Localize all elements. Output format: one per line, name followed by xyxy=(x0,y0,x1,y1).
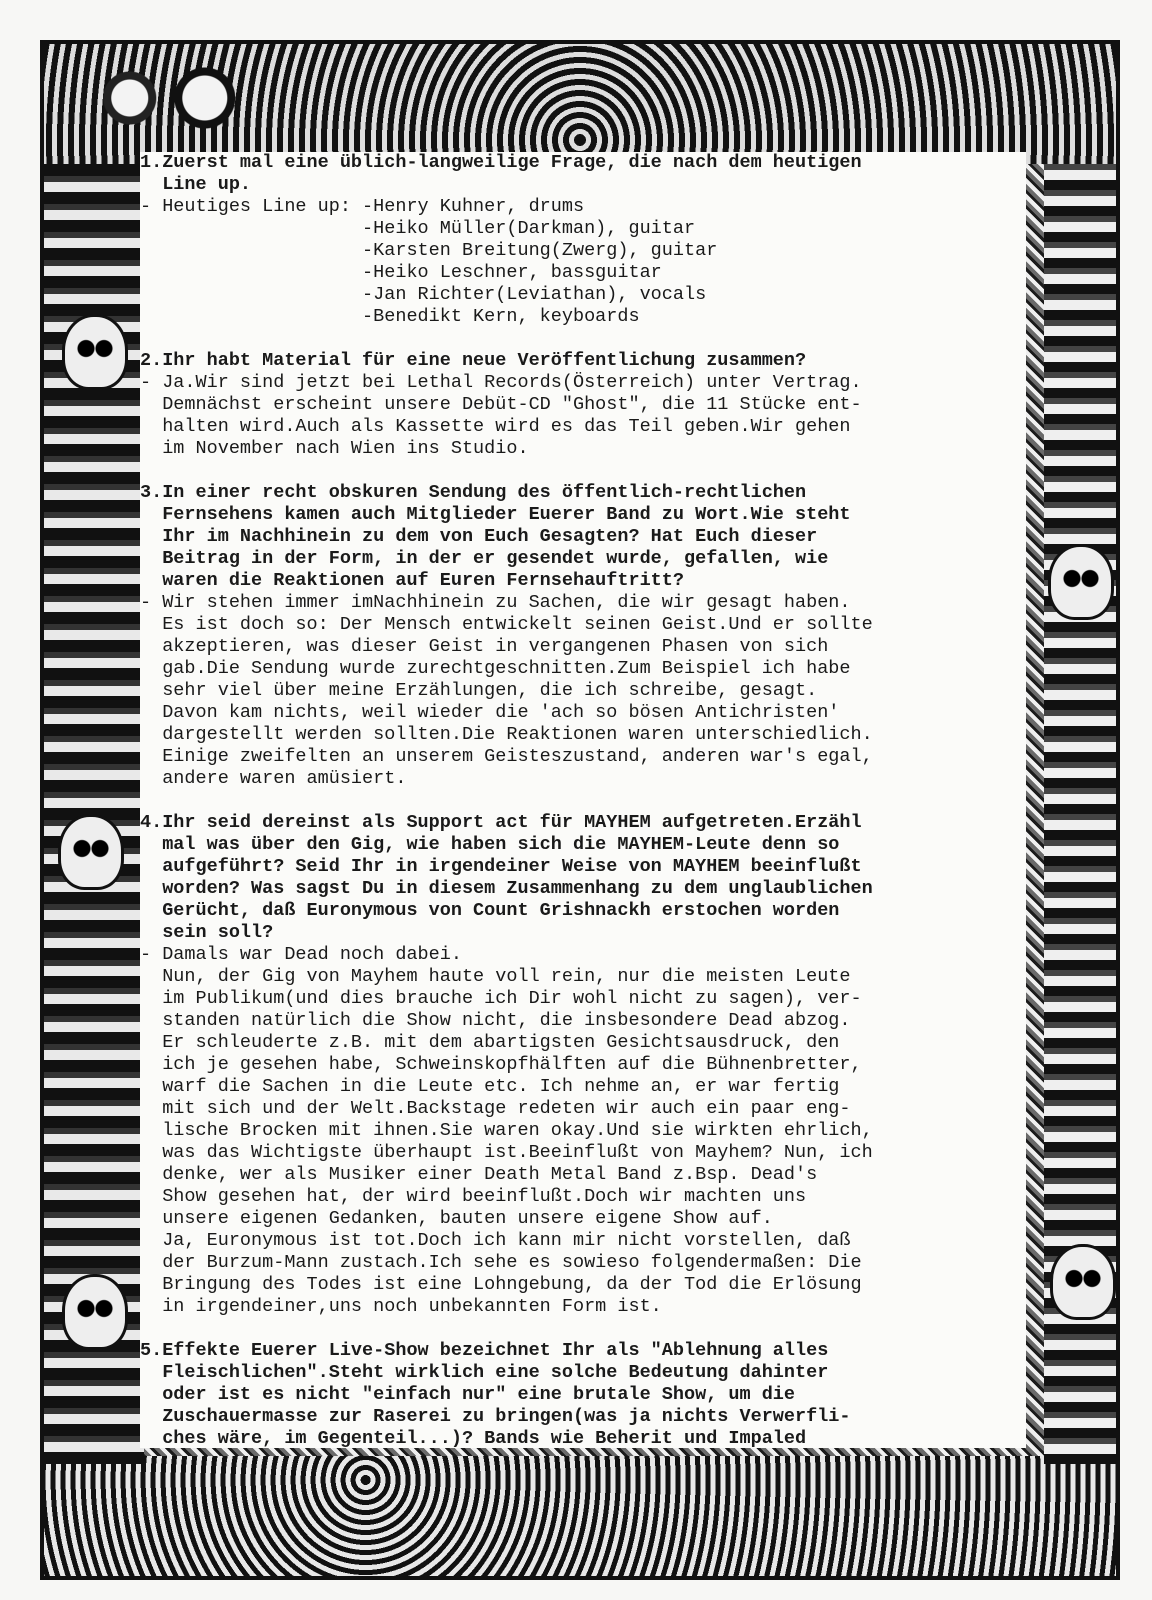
skull-icon xyxy=(1050,1244,1116,1320)
answer-line: Demnächst erscheint unsere Debüt-CD "Ghost", die 11 Stücke ent- xyxy=(140,394,862,415)
interview-section xyxy=(140,350,1026,460)
question-line: worden? Was sagst Du in diesem Zusammenhang zu dem unglaublichen xyxy=(140,878,873,899)
answer-line: unsere eigenen Gedanken, bauten unsere eigene Show auf. xyxy=(140,1208,773,1229)
question-line: sein soll? xyxy=(140,922,274,943)
answer-line: akzeptieren, was dieser Geist in vergangenen Phasen von sich xyxy=(140,636,829,657)
answer-line: Davon kam nichts, weil wieder die 'ach so bösen Antichristen' xyxy=(140,702,840,723)
answer-line: -Jan Richter(Leviathan), vocals xyxy=(140,284,707,305)
question-line: ches wäre, im Gegenteil...)? Bands wie Beherit und Impaled xyxy=(140,1428,807,1449)
skull-icon xyxy=(62,1274,128,1350)
answer-line: warf die Sachen in die Leute etc. Ich nehme an, er war fertig xyxy=(140,1076,840,1097)
question-line: 4.Ihr seid dereinst als Support act für MAYHEM aufgetreten.Erzähl xyxy=(140,812,862,833)
answer-line: Nun, der Gig von Mayhem haute voll rein, nur die meisten Leute xyxy=(140,966,851,987)
question-line: Ihr im Nachhinein zu dem von Euch Gesagten? Hat Euch dieser xyxy=(140,526,818,547)
question-line: mal was über den Gig, wie haben sich die MAYHEM-Leute denn so xyxy=(140,834,840,855)
question-line: Line up. xyxy=(140,174,252,195)
answer-line: Er schleuderte z.B. mit dem abartigsten Gesichtsausdruck, den xyxy=(140,1032,840,1053)
interview-section xyxy=(140,812,1026,1318)
ornament-bottom xyxy=(44,1456,1116,1576)
answer-line: - Heutiges Line up: -Henry Kuhner, drums xyxy=(140,196,585,217)
answer-line: im Publikum(und dies brauche ich Dir wohl nicht zu sagen), ver- xyxy=(140,988,862,1009)
answer-line: Ja, Euronymous ist tot.Doch ich kann mir nicht vorstellen, daß xyxy=(140,1230,851,1251)
question-line: Fernsehens kamen auch Mitglieder Euerer Band zu Wort.Wie steht xyxy=(140,504,851,525)
answer-line: - Ja.Wir sind jetzt bei Lethal Records(Österreich) unter Vertrag. xyxy=(140,372,862,393)
question-line: Beitrag in der Form, in der er gesendet wurde, gefallen, wie xyxy=(140,548,829,569)
answer-line: -Karsten Breitung(Zwerg), guitar xyxy=(140,240,718,261)
answer-line: dargestellt werden sollten.Die Reaktionen waren unterschiedlich. xyxy=(140,724,873,745)
answer-line: - Wir stehen immer imNachhinein zu Sachen, die wir gesagt haben. xyxy=(140,592,851,613)
question-line: Zuschauermasse zur Raserei zu bringen(was ja nichts Verwerfli- xyxy=(140,1406,851,1427)
skull-icon xyxy=(58,814,124,890)
answer-line: halten wird.Auch als Kassette wird es das Teil geben.Wir gehen xyxy=(140,416,851,437)
answer-line: Show gesehen hat, der wird beeinflußt.Doch wir machten uns xyxy=(140,1186,807,1207)
answer-line: lische Brocken mit ihnen.Sie waren okay.Und sie wirkten ehrlich, xyxy=(140,1120,873,1141)
question-line: waren die Reaktionen auf Euren Fernsehauftritt? xyxy=(140,570,684,591)
ornament-right xyxy=(1044,164,1116,1464)
question-line: 1.Zuerst mal eine üblich-langweilige Frage, die nach dem heutigen xyxy=(140,152,862,173)
answer-line: mit sich und der Welt.Backstage redeten wir auch ein paar eng- xyxy=(140,1098,851,1119)
question-line: 3.In einer recht obskuren Sendung des öffentlich-rechtlichen xyxy=(140,482,807,503)
answer-line: ich je gesehen habe, Schweinskopfhälften auf die Bühnenbretter, xyxy=(140,1054,862,1075)
answer-line: denke, wer als Musiker einer Death Metal Band z.Bsp. Dead's xyxy=(140,1164,818,1185)
skull-icon xyxy=(1048,544,1114,620)
question-line: 2.Ihr habt Material für eine neue Veröffentlichung zusammen? xyxy=(140,350,807,371)
interview-section xyxy=(140,1340,1026,1450)
question-line: oder ist es nicht "einfach nur" eine brutale Show, um die xyxy=(140,1384,796,1405)
answer-line: - Damals war Dead noch dabei. xyxy=(140,944,462,965)
answer-line: andere waren amüsiert. xyxy=(140,768,407,789)
interview-section xyxy=(140,482,1026,790)
answer-line: sehr viel über meine Erzählungen, die ich schreibe, gesagt. xyxy=(140,680,818,701)
answer-line: im November nach Wien ins Studio. xyxy=(140,438,529,459)
answer-line: Es ist doch so: Der Mensch entwickelt seinen Geist.Und er sollte xyxy=(140,614,873,635)
answer-line: -Heiko Leschner, bassguitar xyxy=(140,262,662,283)
question-line: 5.Effekte Euerer Live-Show bezeichnet Ihr als "Ablehnung alles xyxy=(140,1340,829,1361)
question-line: Gerücht, daß Euronymous von Count Grishnackh erstochen worden xyxy=(140,900,840,921)
answer-line: Bringung des Todes ist eine Lohngebung, da der Tod die Erlösung xyxy=(140,1274,862,1295)
ornament-top xyxy=(44,44,1116,164)
answer-line: der Burzum-Mann zustach.Ich sehe es sowieso folgendermaßen: Die xyxy=(140,1252,862,1273)
question-line: aufgeführt? Seid Ihr in irgendeiner Weise von MAYHEM beeinflußt xyxy=(140,856,862,877)
answer-line: standen natürlich die Show nicht, die insbesondere Dead abzog. xyxy=(140,1010,851,1031)
question-line: Fleischlichen".Steht wirklich eine solche Bedeutung dahinter xyxy=(140,1362,829,1383)
interview-text xyxy=(140,152,1026,1472)
answer-line: was das Wichtigste überhaupt ist.Beeinflußt von Mayhem? Nun, ich xyxy=(140,1142,873,1163)
ornament-left xyxy=(44,164,144,1464)
answer-line: gab.Die Sendung wurde zurechtgeschnitten.Zum Beispiel ich habe xyxy=(140,658,851,679)
interview-section xyxy=(140,152,1026,328)
answer-line: in irgendeiner,uns noch unbekannten Form ist. xyxy=(140,1296,662,1317)
answer-line: Einige zweifelten an unserem Geisteszustand, anderen war's egal, xyxy=(140,746,873,767)
skull-icon xyxy=(62,314,128,390)
answer-line: -Heiko Müller(Darkman), guitar xyxy=(140,218,696,239)
answer-line: -Benedikt Kern, keyboards xyxy=(140,306,640,327)
